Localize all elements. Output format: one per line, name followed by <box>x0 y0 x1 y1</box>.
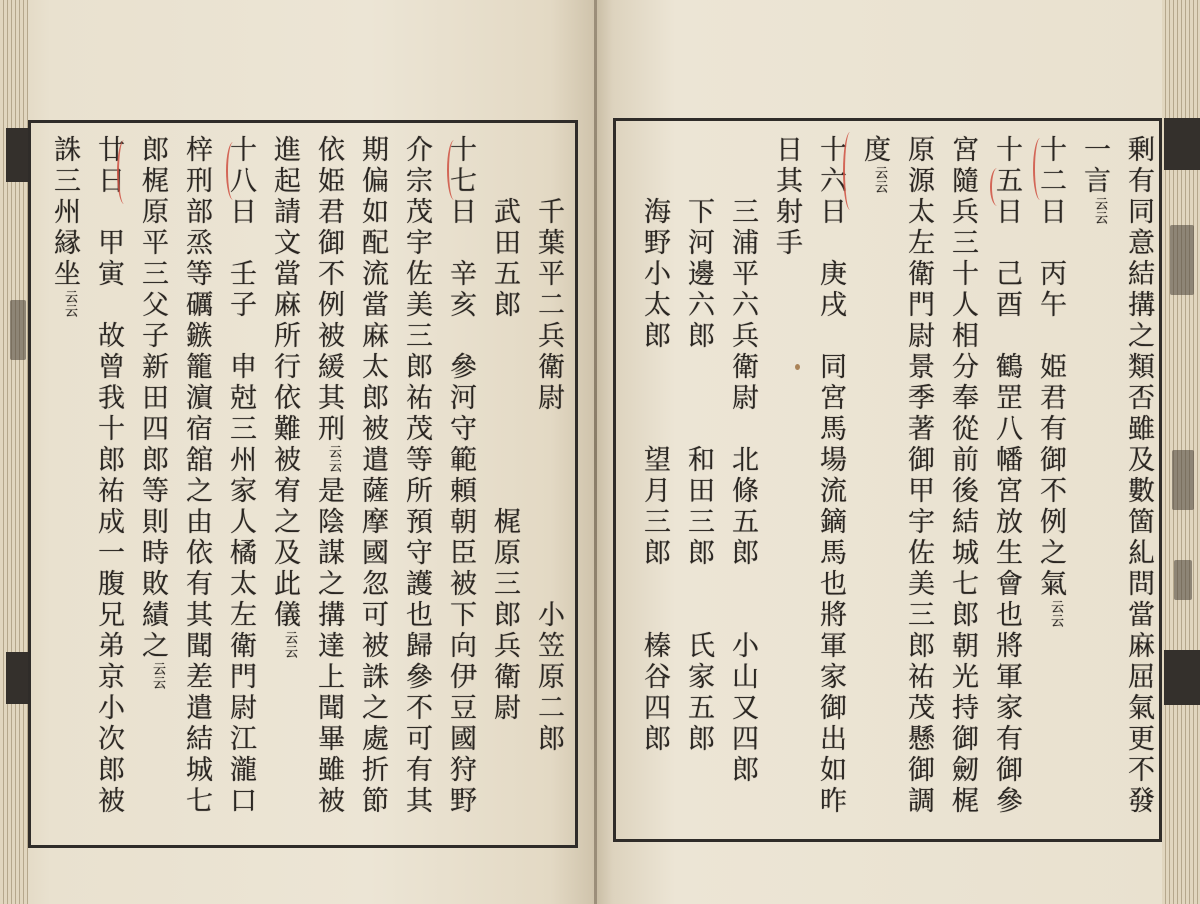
red-annotation-mark <box>1033 138 1045 200</box>
text-column <box>1072 135 1116 817</box>
text-column <box>676 135 720 817</box>
page-edge-mark <box>1170 225 1194 295</box>
text-run: 千葉平二兵衛尉 小笠原二郎 <box>533 135 564 755</box>
red-annotation-mark <box>226 142 238 200</box>
page-edge-mark <box>1174 560 1192 600</box>
red-annotation-mark <box>447 140 459 200</box>
page-edge-mark <box>10 300 26 360</box>
left-page-text <box>42 135 570 817</box>
small-note: 云云 <box>1092 197 1107 225</box>
red-annotation-mark <box>843 132 855 210</box>
small-note: 云云 <box>282 631 297 659</box>
text-column <box>262 135 306 817</box>
text-column <box>482 135 526 817</box>
text-column <box>130 135 174 817</box>
text-run: 下河邊六郎 和田三郎 氏家五郎 <box>683 135 714 755</box>
text-column <box>174 135 218 817</box>
text-column <box>86 135 130 817</box>
text-run: 日其射手 <box>771 135 802 259</box>
page-edge-fishtail-mark <box>6 128 28 182</box>
red-annotation-mark <box>117 140 129 204</box>
red-annotation-mark <box>990 168 1002 206</box>
right-page-text <box>632 135 1160 817</box>
text-column <box>350 135 394 817</box>
text-run: 武田五郎 梶原三郎兵衛尉 <box>489 135 520 724</box>
text-run: 依姫君御不例被緩其刑 <box>313 135 344 445</box>
page-stack-left <box>0 0 28 904</box>
text-run: 十六日 庚戌 同宮馬場流鏑馬也將軍家御出如昨 <box>815 135 846 817</box>
gutter-fold <box>594 0 597 904</box>
text-column <box>306 135 350 817</box>
text-column <box>632 135 676 817</box>
small-note: 云云 <box>326 445 341 473</box>
text-run: 十五日 己酉 鶴罡八幡宮放生會也將軍家有御參 <box>991 135 1022 817</box>
ink-spot <box>795 364 800 370</box>
text-column <box>940 135 984 817</box>
text-column <box>394 135 438 817</box>
text-column <box>438 135 482 817</box>
text-run: 宮隨兵三十人相分奉從前後結城七郎朝光持御劒梶 <box>947 135 978 817</box>
text-column <box>218 135 262 817</box>
text-run: 三浦平六兵衛尉 北條五郎 小山又四郎 <box>727 135 758 786</box>
text-column <box>1028 135 1072 817</box>
text-run: 一言 <box>1079 135 1110 197</box>
page-edge-fishtail-mark <box>6 652 28 704</box>
page-edge-fishtail-mark <box>1164 650 1200 705</box>
text-column <box>764 135 808 817</box>
text-run: 是陰謀之搆達上聞畢雖被 <box>313 476 344 817</box>
text-run: 海野小太郎 望月三郎 榛谷四郎 <box>639 135 670 755</box>
page-stack-right <box>1162 0 1200 904</box>
page-edge-fishtail-mark <box>1164 118 1200 170</box>
text-run: 十七日 辛亥 參河守範頼朝臣被下向伊豆國狩野 <box>445 135 476 817</box>
text-column <box>808 135 852 817</box>
text-column <box>1116 135 1160 817</box>
text-run: 原源太左衛門尉景季著御甲宇佐美三郎祐茂懸御調 <box>903 135 934 817</box>
text-run: 十八日 壬子 申尅三州家人橘太左衛門尉江瀧口 <box>225 135 256 817</box>
text-run: 度 <box>859 135 890 166</box>
text-column <box>852 135 896 817</box>
text-run: 進起請文當麻所行依難被宥之及此儀 <box>269 135 300 631</box>
small-note: 云云 <box>1048 600 1063 628</box>
text-run: 十二日 丙午 姫君有御不例之氣 <box>1035 135 1066 600</box>
text-run: 郎梶原平三父子新田四郎等則時敗績之 <box>137 135 168 662</box>
text-column <box>984 135 1028 817</box>
small-note: 云云 <box>872 166 887 194</box>
text-column <box>526 135 570 817</box>
text-run: 介宗茂宇佐美三郎祐茂等所預守護也歸參不可有其 <box>401 135 432 817</box>
text-run: 廿日 甲寅 故曾我十郎祐成一腹兄弟京小次郎被 <box>93 135 124 817</box>
text-run: 誅三州縁坐 <box>49 135 80 290</box>
small-note: 云云 <box>62 290 77 318</box>
text-column <box>720 135 764 817</box>
text-run: 剰有同意結搆之類否雖及數箇糺問當麻屈氣更不發 <box>1123 135 1154 817</box>
text-column <box>42 135 86 817</box>
page-edge-mark <box>1172 450 1194 510</box>
text-column <box>896 135 940 817</box>
text-run: 期偏如配流當麻太郎被遣薩摩國忽可被誅之處折節 <box>357 135 388 817</box>
small-note: 云云 <box>150 662 165 690</box>
text-run: 梓刑部烝等礪鏃籠濵宿舘之由依有其聞差遣結城七 <box>181 135 212 817</box>
